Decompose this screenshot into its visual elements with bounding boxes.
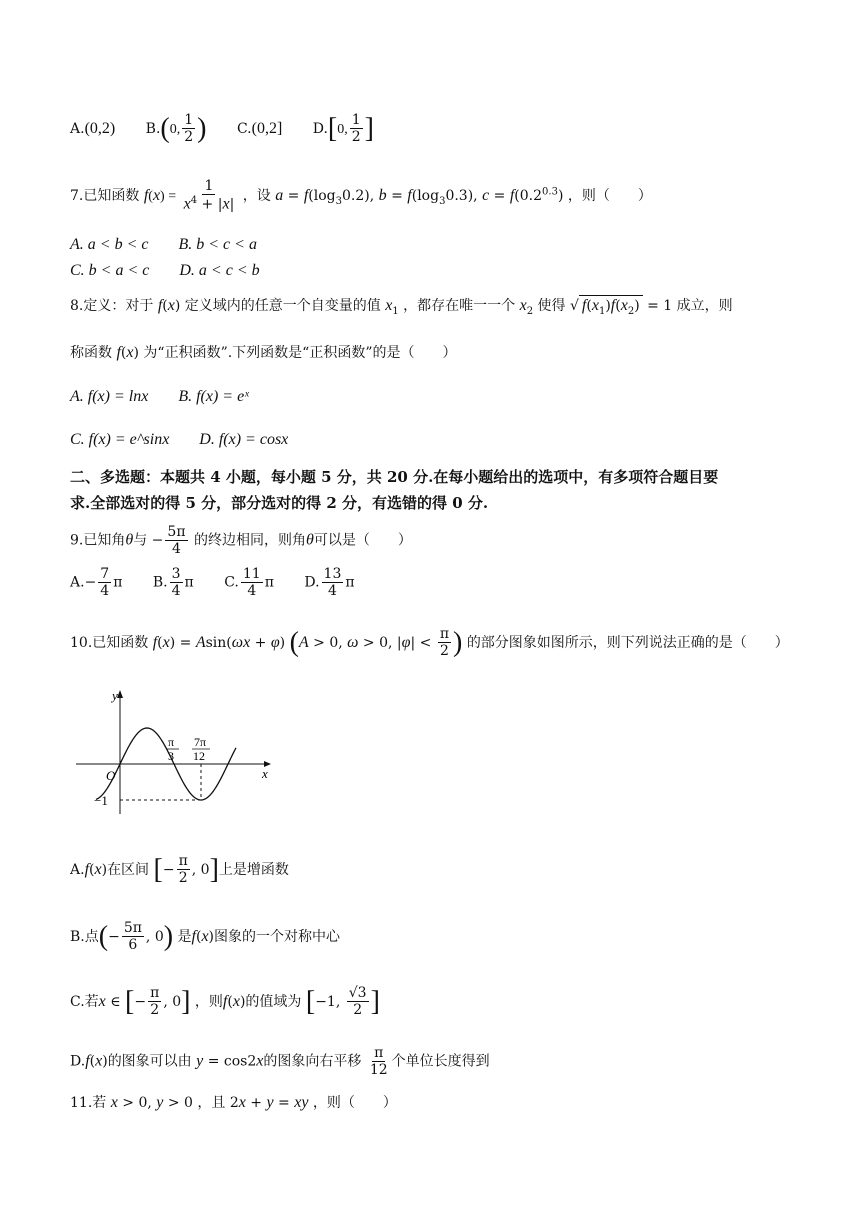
pi-over-3-denominator: 3 (168, 749, 174, 763)
q10-stem: 10.已知函数 f(x) = Asin(ωx + φ) (A > 0, ω > 0, |φ| < $\frac{\pi}{2}$ ) 的部分图象如图所示，则下列说法正确的是（ ） (70, 626, 789, 660)
q7-options-row2 (70, 261, 286, 280)
q7-option-a: A. a < b < c (70, 236, 149, 253)
q8-options-row1 (70, 387, 275, 406)
y-axis-arrow (117, 690, 123, 698)
q9-option-b-label: B. (152, 574, 168, 591)
q9-options: A.− $\frac{7}{4}$ π B. $\frac{3}{4}$ π C. $\frac{11}{4}$ π D. $\frac{13}{4}$ π (70, 566, 355, 600)
pi-over-3-numerator: π (168, 735, 175, 749)
q6-options: A.(0,2) B.(0, $\frac{1}{2}$ ) C.(0,2] D.[0, $\frac{1}{2}$ ] (70, 112, 374, 146)
x-axis-label: x (262, 766, 268, 781)
q7-option-c: C. b < a < c (70, 262, 150, 279)
q8-stem-line1: 8.定义：对于 f(x) 定义域内的任意一个自变量的值 $x_1$ ，都存在唯一一个 $x_2$ 使得 √ $f(x_1)f(x_2) = 1$ 成立，则 (70, 297, 733, 317)
q8-options-row2 (70, 430, 314, 449)
q11-stem: 11.若 x > 0, y > 0 ，且 2x + y = xy ，则（ ） (70, 1094, 397, 1111)
q6-option-b-label: B. (145, 120, 161, 137)
q6-option-a: (0,2) (84, 119, 116, 137)
q6-option-c: (0,2] (251, 119, 283, 137)
q8-option-d: D. f(x) = cosx (199, 431, 289, 448)
q6-option-d-label: D. (312, 120, 328, 137)
q8-option-b: B. f(x) = eˣ (178, 388, 249, 405)
q10-option-a: A.f(x)在区间 [− $\frac{\pi}{2}$ , 0]上是增函数 (70, 853, 289, 887)
y-axis-label: y (112, 688, 118, 703)
minus-one-label: −1 (94, 793, 108, 808)
q9-stem: 9.已知角θ与 − $\frac{5\pi}{4}$ 的终边相同，则角θ可以是（ ） (70, 524, 412, 558)
q7-options-row1 (70, 235, 283, 254)
q8-option-a: A. f(x) = lnx (70, 388, 149, 405)
q9-option-c-label: C. (224, 574, 239, 591)
q7-stem: 7.已知函数 f(x) = $\frac{1}{x^4 + |x|}$ ，设 $a = f(\log_30.2)$, $b = f(\log_30.3)$, $c = f(0.2^{0.3})$ ，则（ ） (70, 178, 652, 213)
sine-graph (76, 684, 276, 819)
q7-option-d: D. a < c < b (179, 262, 260, 279)
q8-stem-line2: 称函数 f(x) 为“正积函数”.下列函数是“正积函数”的是（ ） (70, 344, 457, 361)
7pi-over-12-numerator: 7π (194, 735, 207, 749)
q6-option-c-label: C. (236, 120, 252, 137)
q7-option-b: B. b < c < a (178, 236, 257, 253)
q10-option-b: B.点(− $\frac{5\pi}{6}$ , 0) 是f(x)图象的一个对称中心 (70, 920, 341, 954)
q9-option-a-label: A. (70, 574, 85, 591)
section2-heading-line2: 求.全部选对的得 5 分，部分选对的得 2 分，有选错的得 0 分. (70, 494, 489, 512)
q10-option-c: C.若x ∈ [− $\frac{\pi}{2}$ , 0] ，则f(x)的值域为 [−1, $\frac{√3}{2}$ ] (70, 985, 380, 1019)
q9-option-d-label: D. (304, 574, 320, 591)
q6-option-a-label: A. (70, 120, 85, 137)
q8-option-c: C. f(x) = e^sinx (70, 431, 170, 448)
q10-option-d: D.f(x)的图象可以由 y = cos2x的图象向右平移 $\frac{\pi}{12}$ 个单位长度得到 (70, 1045, 490, 1079)
7pi-over-12-denominator: 12 (193, 749, 205, 763)
origin-label: O (106, 768, 116, 783)
section2-heading-line1: 二、多选题：本题共 4 小题，每小题 5 分，共 20 分.在每小题给出的选项中，有多项符合题目要 (70, 468, 719, 486)
